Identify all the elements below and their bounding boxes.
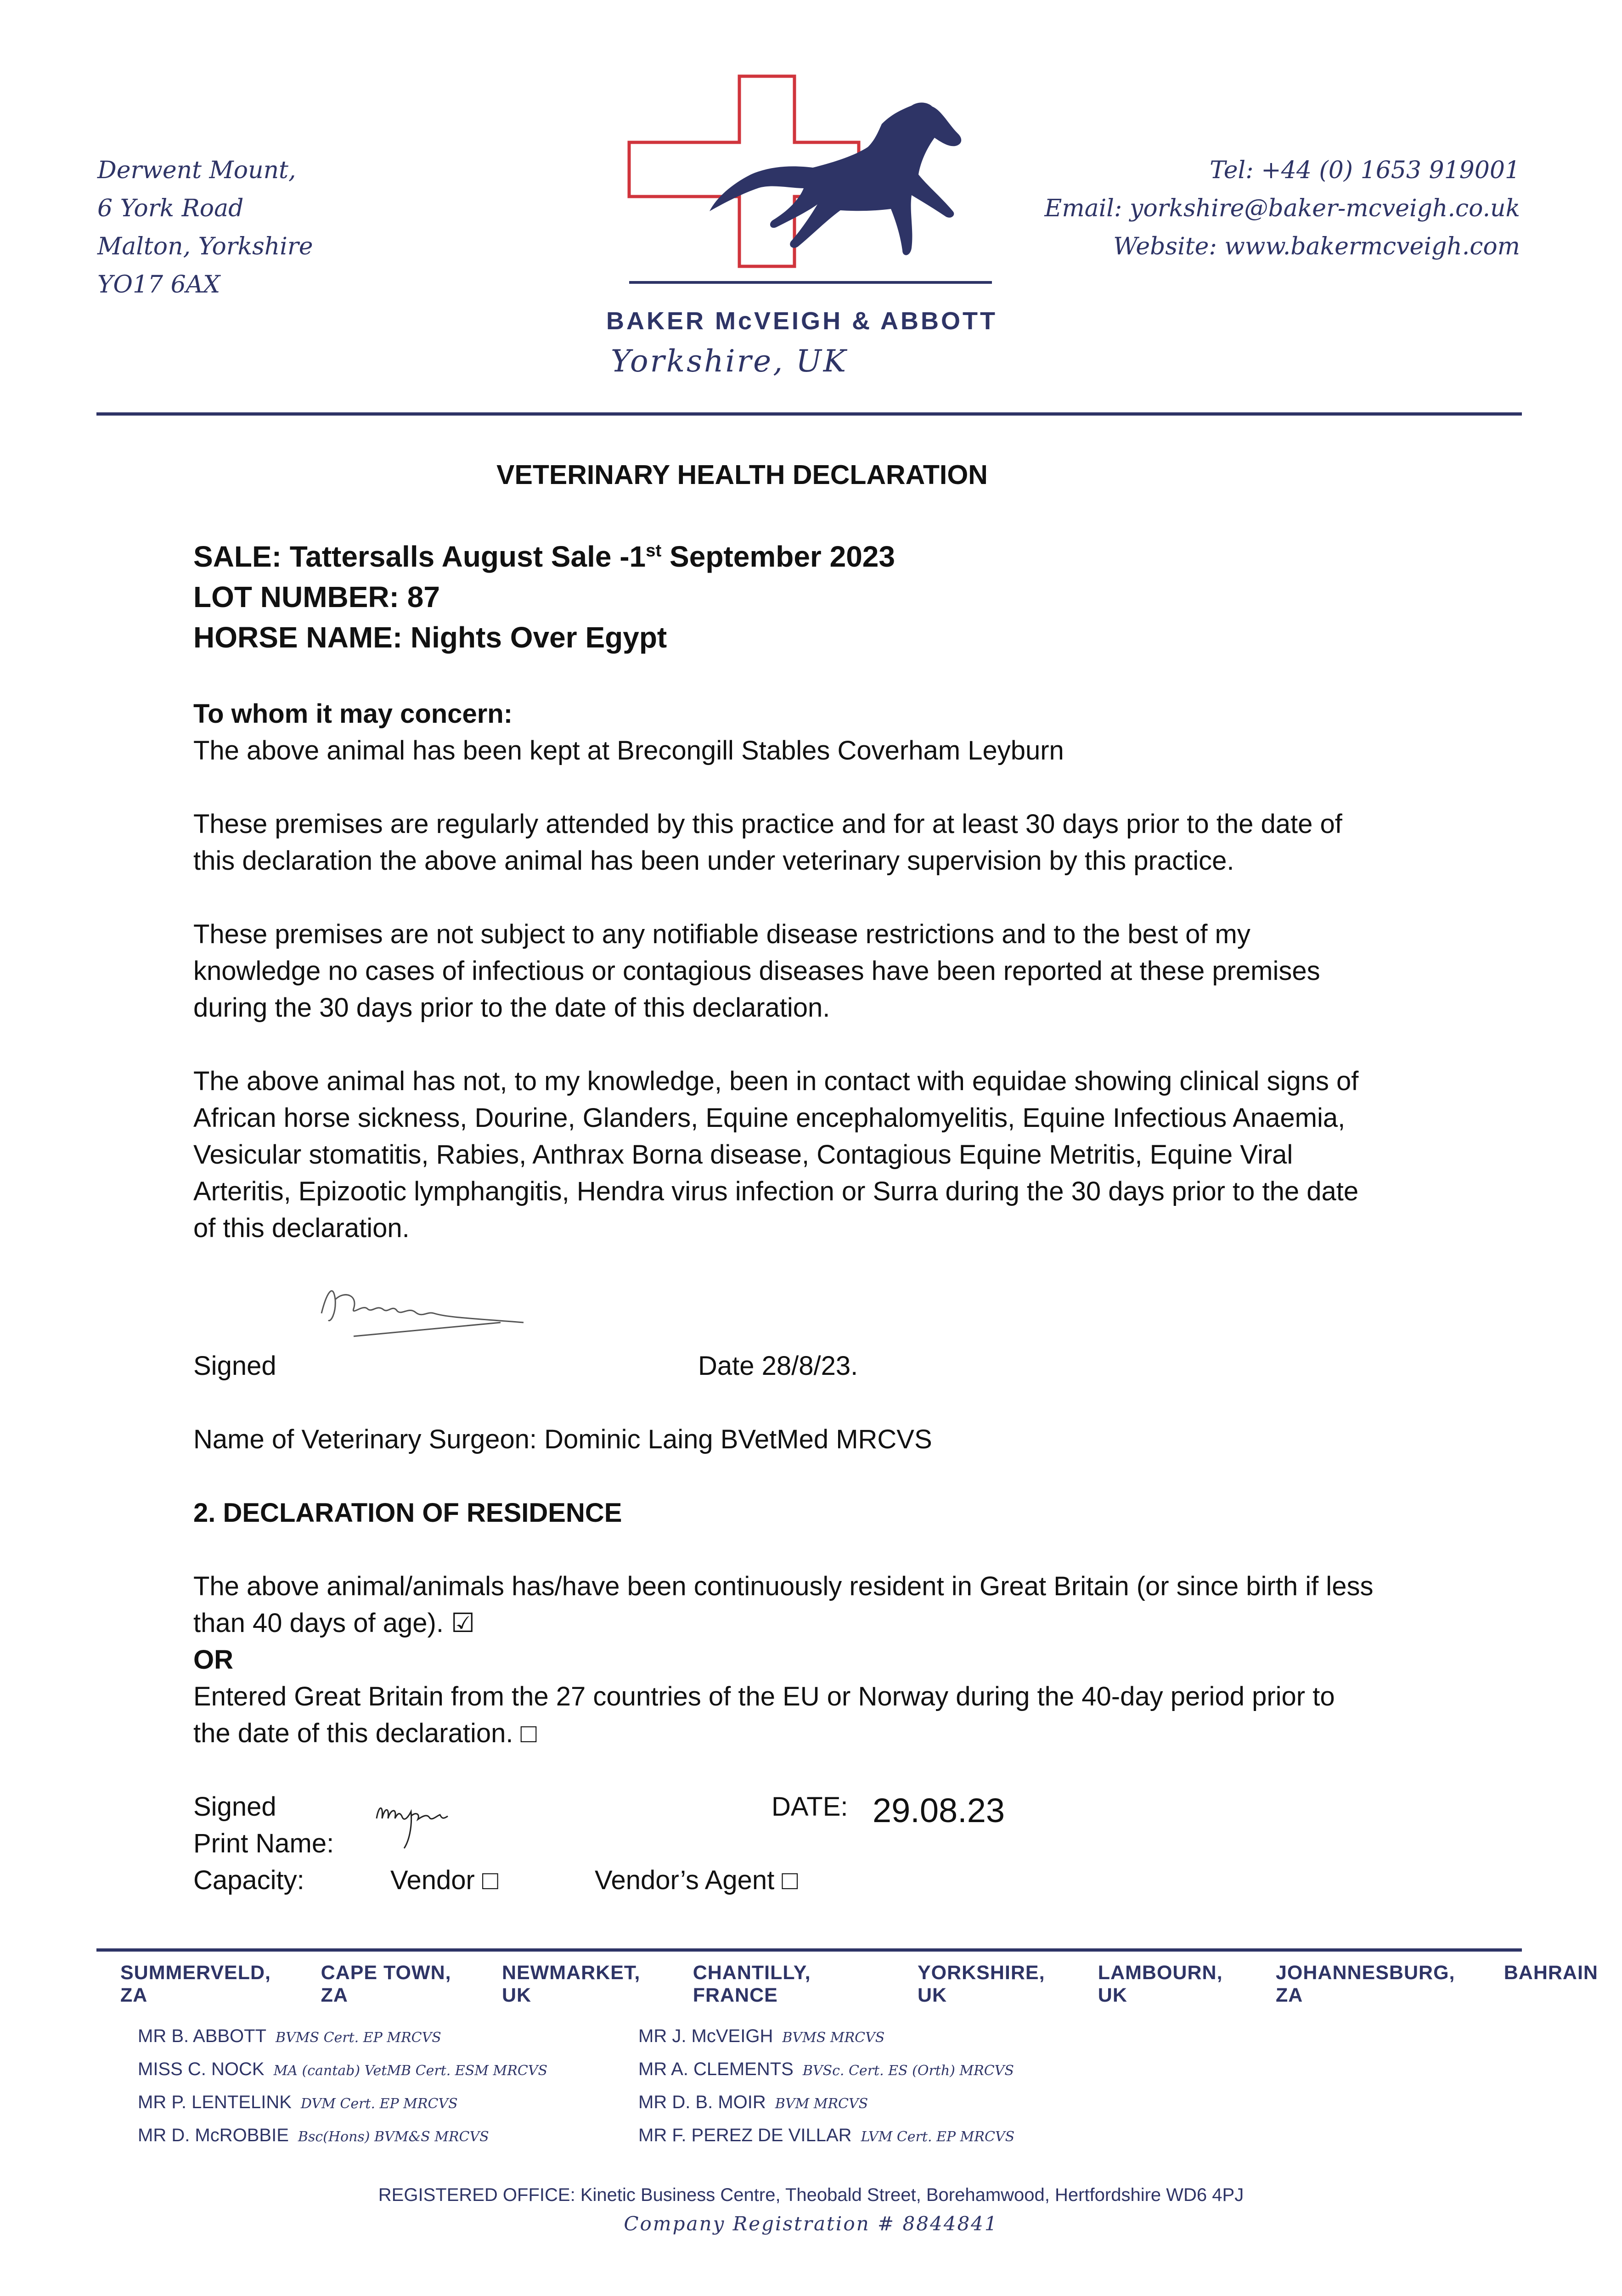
residence-signed-label: Signed [193, 1792, 276, 1822]
staff-quals: LVM Cert. EP MRCVS [861, 2129, 1015, 2145]
residence-paragraph [193, 1568, 1433, 1752]
vendor-signature [372, 1791, 482, 1855]
staff-name: MISS C. NOCK [138, 2059, 265, 2079]
paragraph-restrictions [193, 916, 1433, 1026]
sale-date: September 2023 [661, 540, 895, 573]
brand-location: Yorkshire, UK [611, 343, 848, 379]
staff-name: MR D. B. MOIR [638, 2092, 766, 2112]
address-line: Malton, Yorkshire [97, 233, 313, 260]
print-name-label: Print Name: [193, 1829, 334, 1858]
staff-name: MR F. PEREZ DE VILLAR [638, 2125, 852, 2145]
staff-name: MR A. CLEMENTS [638, 2059, 794, 2079]
brand-name: BAKER McVEIGH & ABBOTT [606, 307, 998, 335]
staff-quals: BVMS Cert. EP MRCVS [276, 2030, 441, 2046]
text-line: The above animal has not, to my knowledge, been in contact with equidae showing clinical signs of [193, 1066, 1359, 1096]
contact-details [1044, 152, 1520, 266]
text-line: of this declaration. [193, 1213, 410, 1243]
text-line: These premises are regularly attended by this practice and for at least 30 days prior to the date of [193, 809, 1342, 839]
staff-list-left [138, 2020, 547, 2153]
footer-divider [96, 1948, 1522, 1952]
location: SUMMERVELD, ZA [120, 1962, 271, 2006]
vet-signature [308, 1267, 537, 1350]
residence-checked[interactable]: than 40 days of age). ☑ [193, 1608, 475, 1638]
vet-name: Name of Veterinary Surgeon: Dominic Laing BVetMed MRCVS [193, 1424, 932, 1454]
sale-sup: st [646, 540, 662, 561]
staff-list-right [638, 2020, 1014, 2153]
sale-text: SALE: Tattersalls August Sale -1 [193, 540, 646, 573]
text-line: this declaration the above animal has been under veterinary supervision by this practice. [193, 846, 1234, 876]
staff-name: MR B. ABBOTT [138, 2026, 267, 2046]
staff-quals: DVM Cert. EP MRCVS [300, 2096, 458, 2112]
horse-name: HORSE NAME: Nights Over Egypt [193, 621, 667, 654]
staff-name: MR D. McROBBIE [138, 2125, 289, 2145]
staff-name: MR P. LENTELINK [138, 2092, 292, 2112]
text-line: The above animal/animals has/have been continuously resident in Great Britain (or since birth if less [193, 1571, 1374, 1601]
kept-at: The above animal has been kept at Brecongill Stables Coverham Leyburn [193, 736, 1064, 765]
salutation: To whom it may concern: [193, 699, 513, 729]
sale-line [193, 536, 895, 577]
staff-quals: BVSc. Cert. ES (Orth) MRCVS [802, 2063, 1014, 2079]
horse-cross-logo [625, 73, 992, 289]
text-line: during the 30 days prior to the date of this declaration. [193, 993, 830, 1023]
address-line: YO17 6AX [97, 271, 220, 298]
location: JOHANNESBURG, ZA [1275, 1962, 1455, 2006]
vendor-checkbox[interactable]: Vendor □ [390, 1865, 498, 1895]
text-line: knowledge no cases of infectious or contagious diseases have been reported at these premises [193, 956, 1320, 986]
staff-entry [138, 2087, 547, 2120]
staff-quals: BVMS MRCVS [782, 2030, 885, 2046]
staff-name: MR J. McVEIGH [638, 2026, 773, 2046]
text-line: These premises are not subject to any notifiable disease restrictions and to the best of my [193, 919, 1250, 949]
location: CAPE TOWN, ZA [321, 1962, 451, 2006]
company-registration: Company Registration # 8844841 [624, 2212, 998, 2235]
staff-entry [138, 2120, 547, 2153]
website: Website: www.bakermcveigh.com [1113, 233, 1520, 260]
text-line: Vesicular stomatitis, Rabies, Anthrax Borna disease, Contagious Equine Metritis, Equine Viral [193, 1140, 1293, 1170]
lot-number: LOT NUMBER: 87 [193, 580, 440, 613]
vet-signed-label: Signed [193, 1351, 276, 1381]
practice-address [97, 152, 313, 304]
staff-entry [638, 2020, 1014, 2054]
office-locations [120, 1962, 1622, 2007]
location: YORKSHIRE, UK [917, 1962, 1045, 2006]
header-divider [96, 412, 1522, 416]
residence-unchecked[interactable]: the date of this declaration. □ [193, 1718, 537, 1748]
staff-entry [138, 2020, 547, 2054]
residence-heading: 2. DECLARATION OF RESIDENCE [193, 1498, 622, 1528]
staff-entry [138, 2054, 547, 2087]
staff-quals: BVM MRCVS [775, 2096, 868, 2112]
staff-entry [638, 2087, 1014, 2120]
vet-date: Date 28/8/23. [698, 1351, 858, 1381]
residence-date-value: 29.08.23 [873, 1791, 1005, 1829]
staff-quals: Bsc(Hons) BVM&S MRCVS [298, 2129, 489, 2145]
location: CHANTILLY, FRANCE [693, 1962, 811, 2006]
capacity-label: Capacity: [193, 1865, 304, 1895]
document-title: VETERINARY HEALTH DECLARATION [496, 460, 988, 490]
paragraph-diseases [193, 1063, 1433, 1247]
staff-entry [638, 2054, 1014, 2087]
text-line: Arteritis, Epizootic lymphangitis, Hendra virus infection or Surra during the 30 days prior to the date [193, 1176, 1359, 1206]
text-line: Entered Great Britain from the 27 countries of the EU or Norway during the 40-day period prior to [193, 1682, 1335, 1711]
vendor-agent-checkbox[interactable]: Vendor’s Agent □ [595, 1865, 798, 1895]
address-line: 6 York Road [97, 195, 244, 222]
location: LAMBOURN, UK [1098, 1962, 1223, 2006]
or-label: OR [193, 1645, 233, 1675]
paragraph-supervision [193, 806, 1433, 879]
staff-quals: MA (cantab) VetMB Cert. ESM MRCVS [273, 2063, 547, 2079]
registered-office: REGISTERED OFFICE: Kinetic Business Centre, Theobald Street, Borehamwood, Hertfordshire WD6 4PJ [378, 2185, 1244, 2205]
phone: Tel: +44 (0) 1653 919001 [1210, 157, 1520, 184]
location: NEWMARKET, UK [501, 1962, 641, 2006]
address-line: Derwent Mount, [97, 157, 296, 184]
residence-date-label: DATE: [772, 1792, 848, 1822]
text-line: African horse sickness, Dourine, Glanders, Equine encephalomyelitis, Equine Infectious Anaemia, [193, 1103, 1346, 1133]
email: Email: yorkshire@baker-mcveigh.co.uk [1044, 195, 1520, 222]
staff-entry [638, 2120, 1014, 2153]
location: BAHRAIN [1504, 1962, 1598, 1984]
